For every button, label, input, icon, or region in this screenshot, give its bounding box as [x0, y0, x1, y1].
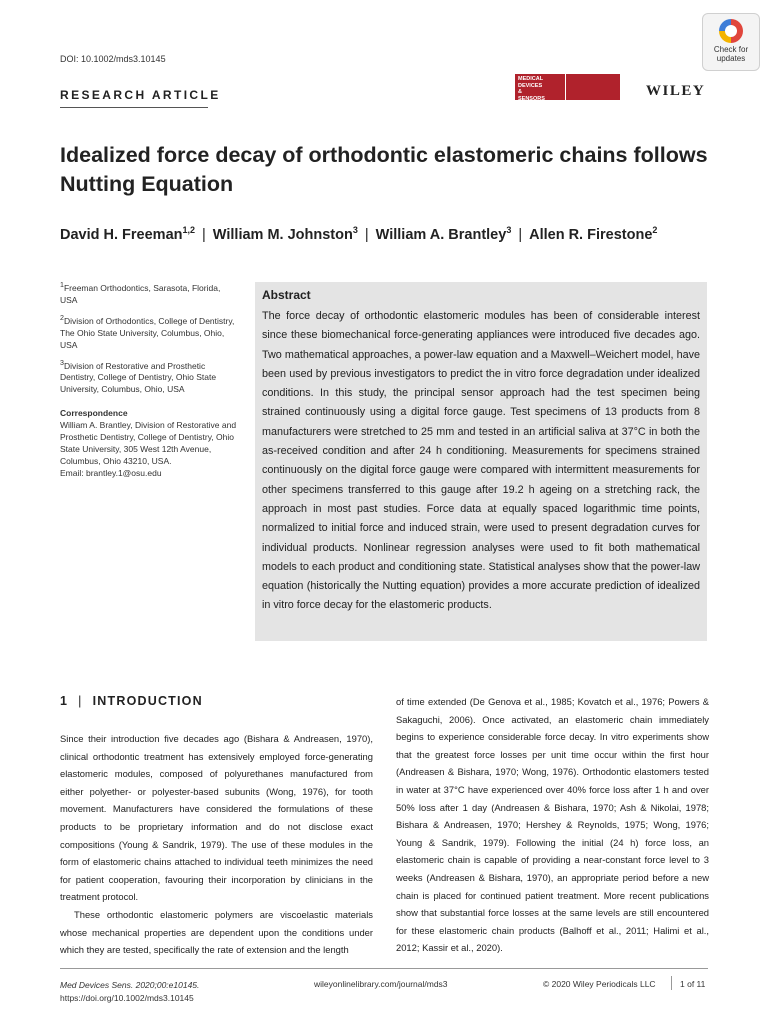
- author-name[interactable]: Allen R. Firestone: [529, 227, 653, 243]
- copyright: © 2020 Wiley Periodicals LLC: [543, 979, 656, 989]
- author-separator: |: [518, 227, 523, 243]
- author-separator: |: [364, 227, 369, 243]
- paragraph: of time extended (De Genova et al., 1985; Kovatch et al., 1976; Powers & Sakaguchi, 2006). Once activated, an elastomeric chain immediately begins to experience considerable force decay. In vitro experiments show that the greatest force losses per unit time occur within the first hour (Andreasen & Bishara, 1970; Wong, 1976). Orthodontic elastomers tested in water at 37°C have experienced over 40% force loss after 1 h and over 50% loss after 1 day (Andreasen & Bishara, 1970; Ash & Nikolai, 1978; Bishara & Andreasen, 1970; Hershey & Reynolds, 1975; Wong, 1976; Young & Sandrik, 1979). Following the initial (24 h) force loss, an elastomeric chain is capable of providing a near-constant force level to 3 weeks (Andreasen & Bishara, 1970), an appropriate period before a new chain is placed for continued patient treatment. More recent publications show that substantial force losses at the same levels are still encountered for these elastomeric chain products (Balhoff et al., 2011; Halimi et al., 2012; Kassir et al., 2020).: [396, 696, 709, 954]
- doi-line[interactable]: DOI: 10.1002/mds3.10145: [60, 54, 166, 64]
- author-affil-sup: 2: [652, 225, 658, 235]
- crossmark-icon: [719, 19, 743, 43]
- affiliations-block: [60, 279, 240, 479]
- doi-link[interactable]: https://doi.org/10.1002/mds3.10145: [60, 993, 194, 1003]
- author-affil-sup: 1,2: [182, 225, 196, 235]
- check-for-updates-label: Check for updates: [713, 45, 749, 63]
- body-column-left: [60, 730, 373, 959]
- paragraph: Since their introduction five decades ago (Bishara & Andreasen, 1970), clinical orthodontic treatment has extensively employed force-generating elastomeric modules, composed of polyurethanes manufactured from either polyether- or polyester-based subunits (Wong, 1976), for tooth movement. Manufacturers have considered the formulations of these products to be proprietary information and do not disclose exact compositions (Young & Sandrik, 1979). The use of these modules in the form of elastomeric chains attached to individual teeth minimizes the need for patient cooperation, favouring their incorporation by clinicians in the treatment protocol.: [60, 733, 373, 903]
- body-column-right: [396, 693, 709, 957]
- section-title: INTRODUCTION: [92, 694, 203, 708]
- publisher-logo[interactable]: WILEY: [646, 83, 706, 99]
- author-affil-sup: 3: [352, 225, 358, 235]
- footer-rule: [60, 968, 708, 969]
- article-type: RESEARCH ARTICLE: [60, 88, 221, 102]
- paragraph: These orthodontic elastomeric polymers are viscoelastic materials whose mechanical properties are dependent upon the conditions under which they are tested, specifically the rate of extension and the length: [60, 908, 373, 956]
- abstract-text: The force decay of orthodontic elastomeric modules has been of considerable interest since these biomechanical force-generating appliances were introduced five decades ago. Two mathematical approaches, a power-law equation and a Maxwell–Weichert model, have been used by previous investigators to predict the in vitro force degradation under idealized conditions. In this study, the principal sensor approach had the test specimen being strained continuously using a digital force gauge. Test specimens of 13 products from 8 manufacturers were stretched to 25 mm and tested in an artificial saliva at 37°C in both the as-received condition and after 24 h conditioning. Measurements for specimens strained continuously on the digital force gauge were compared with intermittent measurements for other specimens transferred to this gauge after 19.2 h ageing on a stretching rack, the approach in most past studies. Force data at equally spaced logarithmic time points, normalized to initial force and induced strain, were used to present degradation curves for individual products. Nonlinear regression analyses were used to fit both mathematical models to each product and conditioning state. Statistical analyses show that the power-law equation (historically the Nutting equation) provides a more accurate prediction of idealized in vitro force decay for the elastomeric products.: [262, 310, 700, 612]
- author-name[interactable]: David H. Freeman: [60, 227, 183, 243]
- journal-reference: Med Devices Sens. 2020;00:e10145.: [60, 980, 200, 990]
- paper-title: Idealized force decay of orthodontic elastomeric chains follows Nutting Equation: [60, 143, 708, 196]
- section-number: 1: [60, 694, 69, 708]
- journal-logo: [515, 74, 565, 100]
- journal-logo-mark: [566, 74, 620, 100]
- journal-site-link[interactable]: wileyonlinelibrary.com/journal/mds3: [314, 979, 448, 989]
- affiliation: $^3$Division of Restorative and Prosthetic Dentistry, College of Dentistry, Ohio State University, Columbus, Ohio, USA: [60, 358, 217, 395]
- check-for-updates-badge[interactable]: [702, 13, 760, 71]
- author-list: [60, 227, 760, 243]
- section-heading: [60, 694, 203, 708]
- correspondence-text: William A. Brantley, Division of Restorative and Prosthetic Dentistry, College of Dentistry, Ohio State University, 305 West 12th Avenue, Columbus, Ohio 43210, USA.: [60, 420, 237, 467]
- author-separator: |: [202, 227, 206, 243]
- footer-separator: [671, 976, 672, 990]
- correspondence-heading: Correspondence: [60, 408, 128, 419]
- correspondence-email[interactable]: Email: brantley.1@osu.edu: [60, 468, 162, 479]
- author-affil-sup: 3: [506, 225, 512, 235]
- author-name[interactable]: William M. Johnston: [212, 227, 353, 243]
- journal-logo-text: MEDICAL DEVICES & SENSORS: [518, 76, 545, 102]
- section-separator: |: [78, 694, 83, 708]
- footer-citation: [60, 979, 199, 1005]
- author-name[interactable]: William A. Brantley: [375, 227, 507, 243]
- abstract-heading: Abstract: [262, 288, 311, 302]
- page-number: 1 of 11: [680, 979, 706, 989]
- affiliation: $^2$Division of Orthodontics, College of Dentistry, The Ohio State University, Columbus, Ohio, USA: [60, 313, 235, 350]
- article-type-rule: [60, 107, 208, 108]
- affiliation: $^1$Freeman Orthodontics, Sarasota, Florida, USA: [60, 281, 221, 305]
